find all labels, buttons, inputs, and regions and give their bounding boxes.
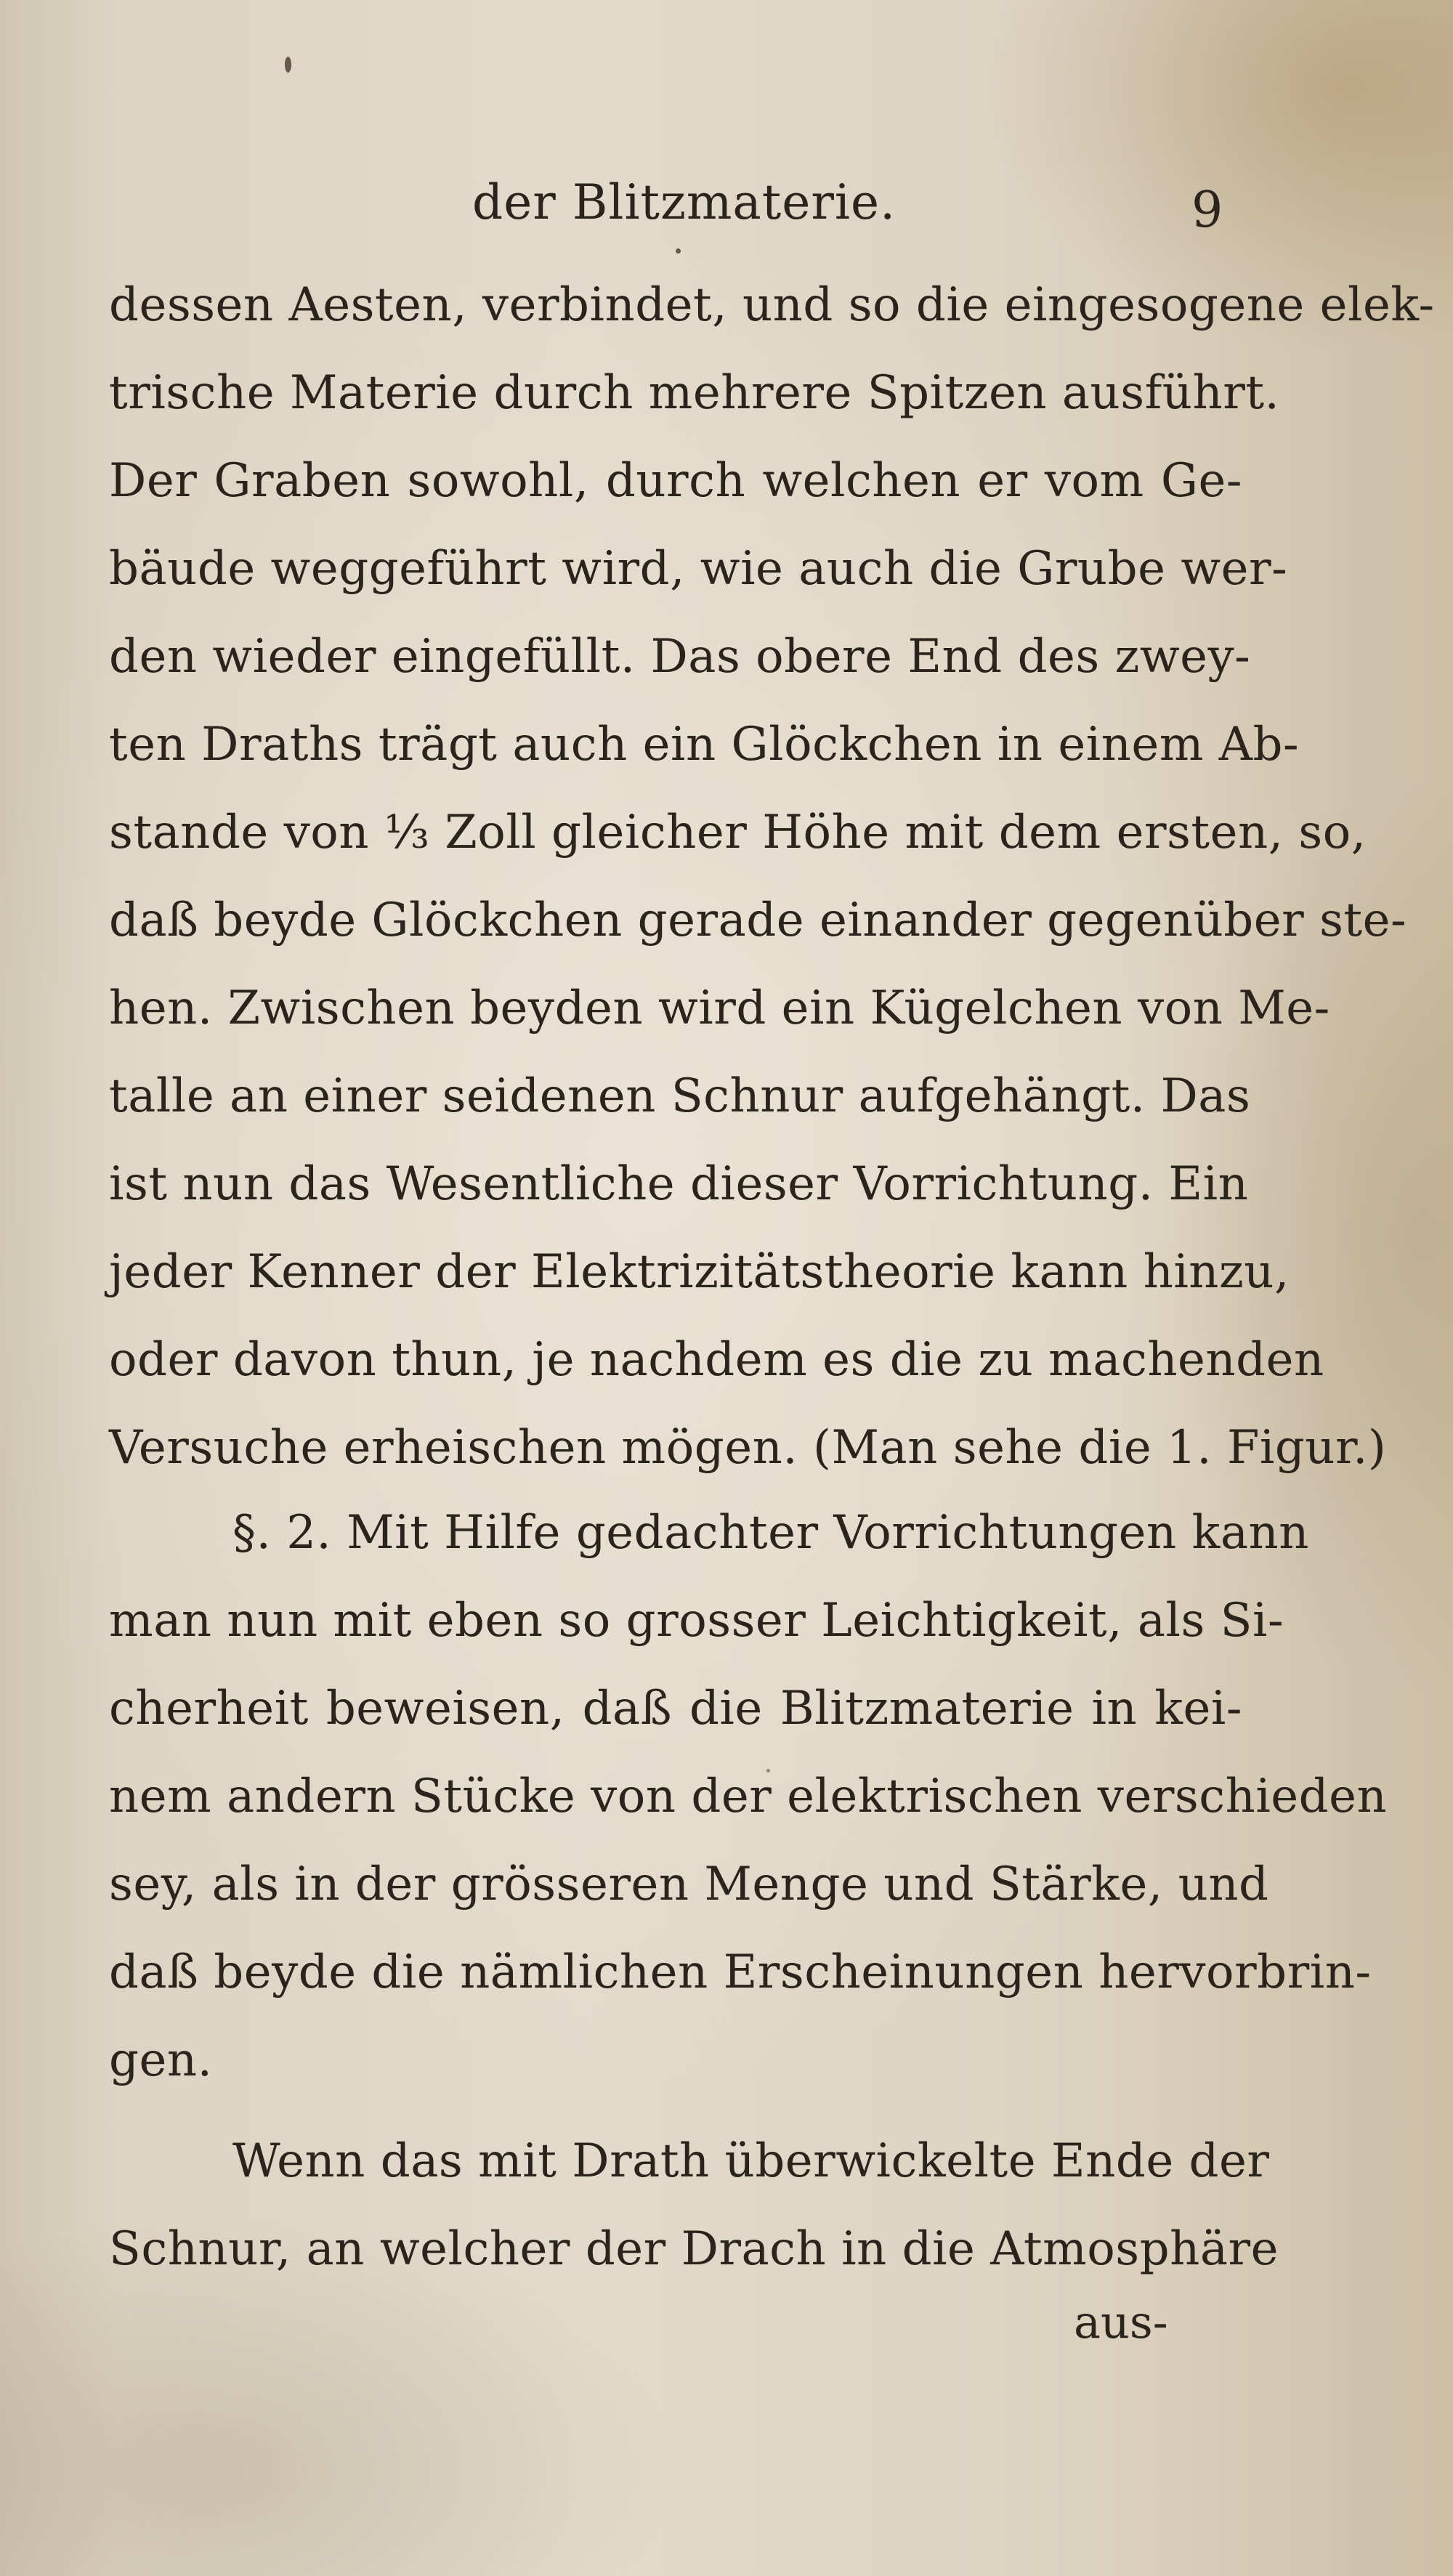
text-line: ist nun das Wesentliche dieser Vorrichtung. Ein [109, 1157, 1249, 1211]
paragraph-2 [109, 1489, 1388, 2105]
text-line: oder davon thun, je nachdem es die zu machenden [109, 1333, 1324, 1387]
text-line: cherheit beweisen, daß die Blitzmaterie in kei- [109, 1682, 1242, 1735]
text-line: daß beyde Glöckchen gerade einander gegenüber ste- [109, 894, 1407, 947]
text-line: Wenn das mit Drath überwickelte Ende der [232, 2134, 1270, 2188]
page-number: 9 [1191, 182, 1223, 239]
text-line: Schnur, an welcher der Drach in die Atmosphäre [109, 2222, 1279, 2276]
text-line: stande von ⅓ Zoll gleicher Höhe mit dem ersten, so, [109, 806, 1367, 859]
page-header [0, 174, 1453, 254]
text-line: den wieder eingefüllt. Das obere End des zwey- [109, 630, 1251, 684]
catchword: aus- [1074, 2296, 1168, 2349]
text-line: dessen Aesten, verbindet, und so die eingesogene elek- [109, 278, 1435, 332]
text-line: hen. Zwischen beyden wird ein Kügelchen von Me- [109, 981, 1330, 1035]
text-line: Versuche erheischen mögen. (Man sehe die 1. Figur.) [109, 1421, 1387, 1475]
text-line: nem andern Stücke von der elektrischen verschieden [109, 1770, 1388, 1823]
text-line: §. 2. Mit Hilfe gedachter Vorrichtungen kann [232, 1506, 1309, 1560]
text-line: jeder Kenner der Elektrizitätstheorie kann hinzu, [109, 1245, 1290, 1299]
paragraph-1 [109, 262, 1435, 1492]
text-line: ten Draths trägt auch ein Glöckchen in einem Ab- [109, 718, 1300, 771]
text-line: talle an einer seidenen Schnur aufgehängt. Das [109, 1069, 1251, 1123]
running-head: der Blitzmaterie. [472, 174, 897, 230]
text-line: bäude weggeführt wird, wie auch die Grube wer- [109, 542, 1288, 596]
text-line: trische Materie durch mehrere Spitzen ausführt. [109, 366, 1280, 420]
text-line: sey, als in der grösseren Menge und Stärke, und [109, 1858, 1269, 1911]
text-line: gen. [109, 2033, 213, 2087]
paragraph-3 [109, 2118, 1279, 2293]
text-line: Der Graben sowohl, durch welchen er vom Ge- [109, 454, 1242, 508]
text-line: man nun mit eben so grosser Leichtigkeit, als Si- [109, 1594, 1284, 1648]
ink-speck [285, 57, 291, 73]
text-line: daß beyde die nämlichen Erscheinungen hervorbrin- [109, 1945, 1372, 1999]
